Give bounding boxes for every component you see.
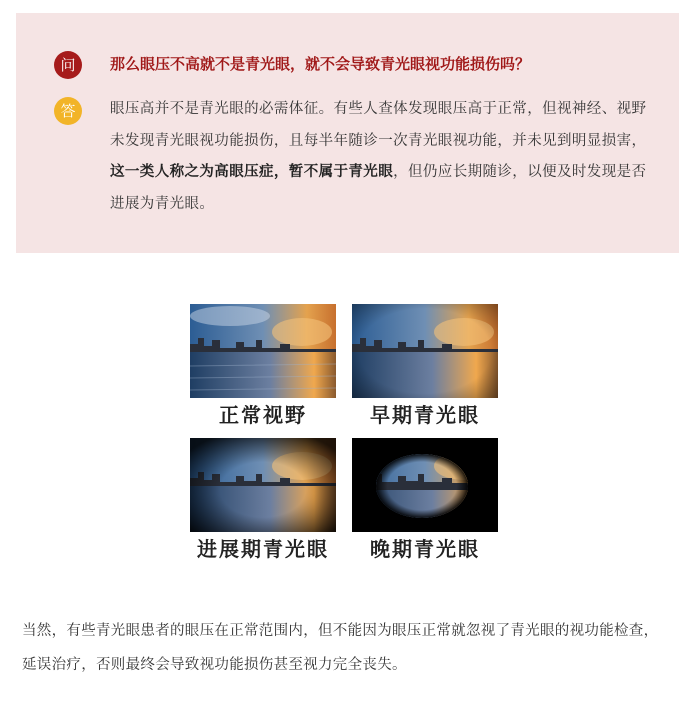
- answer-text-bold: 这一类人称之为高眼压症，暂不属于青光眼: [110, 164, 394, 180]
- answer-badge: 答: [54, 97, 82, 125]
- caption-late-glaucoma: 晚期青光眼: [370, 537, 480, 561]
- glaucoma-vision-figure: [190, 304, 502, 570]
- city-photo-advanced: [190, 438, 336, 532]
- question-badge: 问: [54, 51, 82, 79]
- question-text: 那么眼压不高就不是青光眼，就不会导致青光眼视功能损伤吗？: [110, 55, 531, 73]
- answer-text: [110, 94, 658, 220]
- city-photo-late: [352, 438, 498, 532]
- caption-early-glaucoma: 早期青光眼: [370, 403, 480, 427]
- answer-text-part2: ，但仍应长期随诊，以便及时发现是否进展为青光眼。: [110, 164, 647, 212]
- city-photo-early: [352, 304, 498, 398]
- caption-advanced-glaucoma: 进展期青光眼: [197, 537, 329, 561]
- answer-text-part1: 眼压高并不是青光眼的必需体征。有些人查体发现眼压高于正常，但视神经、视野未发现青光眼视功能损伤，且每半年随诊一次青光眼视功能，并未见到明显损害，: [110, 101, 647, 149]
- city-photo-normal: [190, 304, 336, 398]
- body-paragraph: 当然，有些青光眼患者的眼压在正常范围内，但不能因为眼压正常就忽视了青光眼的视功能检查，延误治疗，否则最终会导致视功能损伤甚至视力完全丧失。: [22, 623, 659, 673]
- caption-normal-vision: 正常视野: [219, 403, 307, 427]
